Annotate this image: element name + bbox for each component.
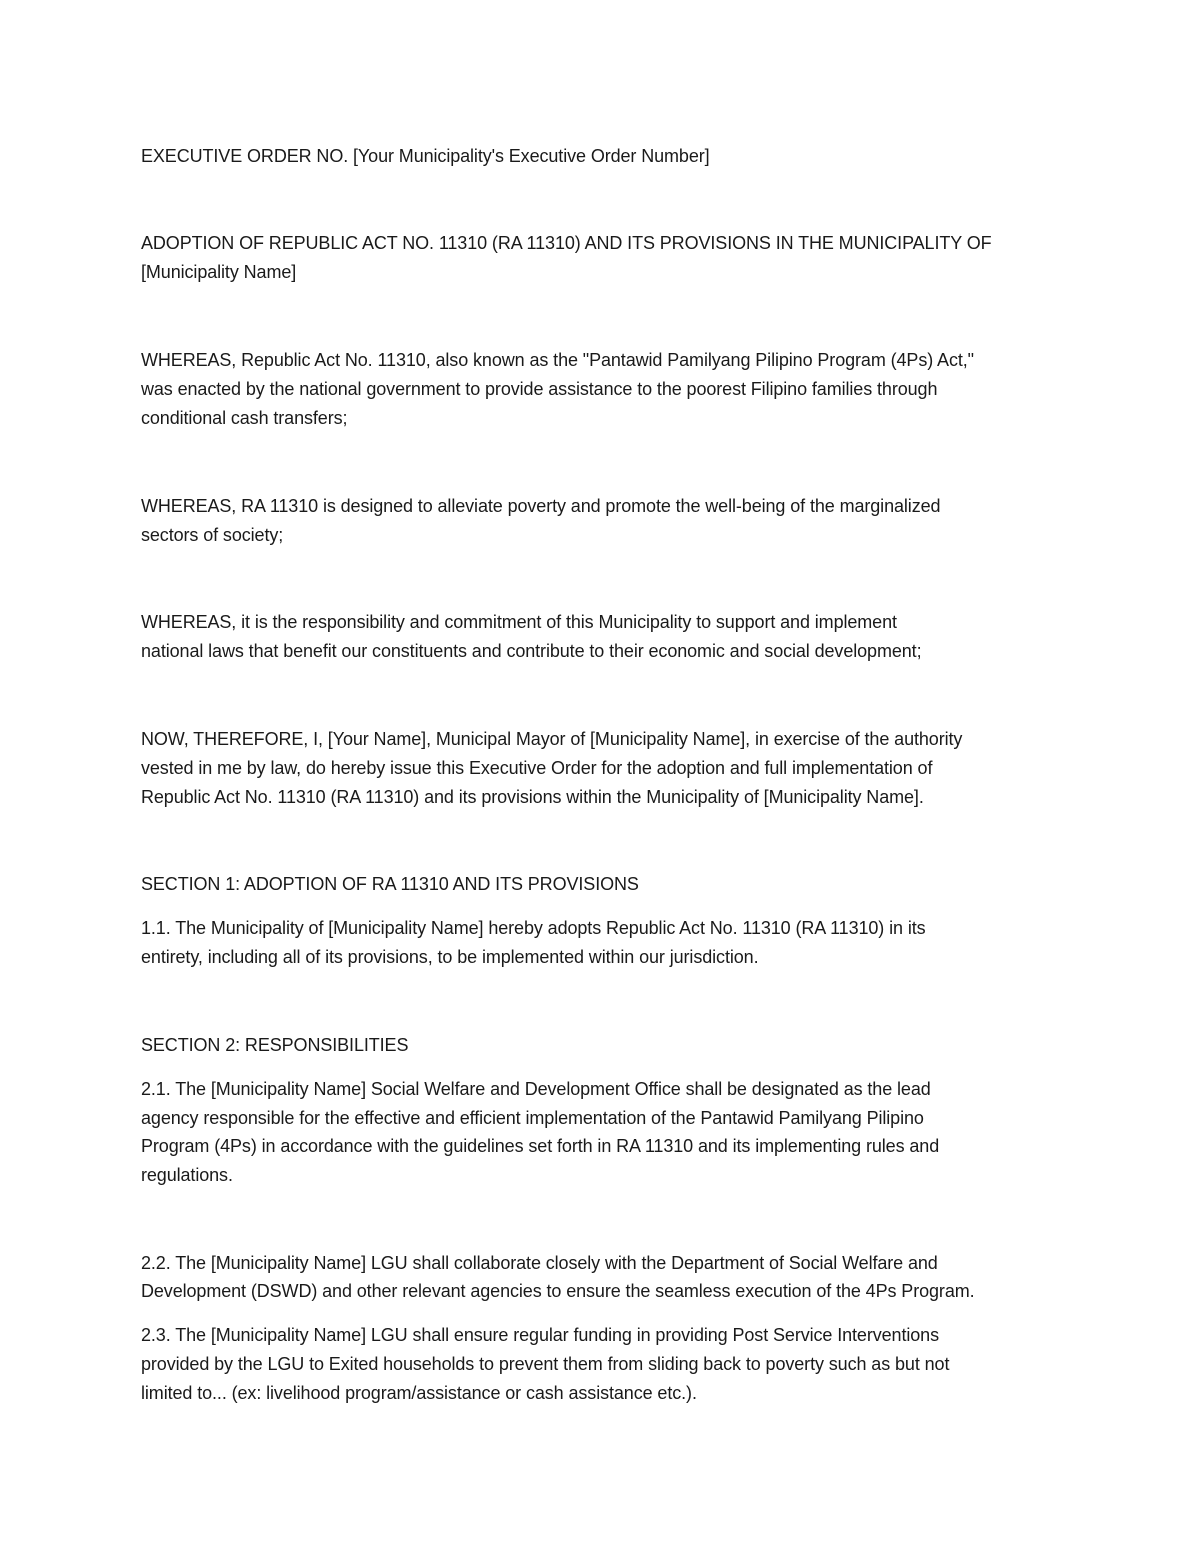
- whereas-clause-2-line: sectors of society;: [141, 525, 284, 545]
- section-1-heading: SECTION 1: ADOPTION OF RA 11310 AND ITS PROVISIONS: [141, 874, 639, 894]
- section-2-item-2-1-line: Program (4Ps) in accordance with the guidelines set forth in RA 11310 and its implementing rules and: [141, 1136, 940, 1156]
- section-1-item-1-1-line: 1.1. The Municipality of [Municipality Name] hereby adopts Republic Act No. 11310 (RA 11310) in its: [141, 918, 926, 938]
- section-1-item-1-1-line: entirety, including all of its provisions, to be implemented within our jurisdiction.: [141, 947, 759, 967]
- whereas-clause-1-line: conditional cash transfers;: [141, 408, 348, 428]
- now-therefore-line: vested in me by law, do hereby issue this Executive Order for the adoption and full implementation of: [141, 758, 933, 778]
- whereas-clause-1-line: was enacted by the national government to provide assistance to the poorest Filipino families through: [141, 379, 938, 399]
- whereas-clause-3-line: WHEREAS, it is the responsibility and commitment of this Municipality to support and implement: [141, 612, 897, 632]
- section-2-item-2-3-line: limited to... (ex: livelihood program/assistance or cash assistance etc.).: [141, 1383, 697, 1403]
- section-2-item-2-3-line: 2.3. The [Municipality Name] LGU shall ensure regular funding in providing Post Service Interventions: [141, 1325, 939, 1345]
- section-2-item-2-2-line: Development (DSWD) and other relevant agencies to ensure the seamless execution of the 4Ps Program.: [141, 1281, 975, 1301]
- executive-order-number: EXECUTIVE ORDER NO. [Your Municipality's Executive Order Number]: [141, 146, 710, 166]
- section-2-item-2-1-line: agency responsible for the effective and efficient implementation of the Pantawid Pamilyang Pilipino: [141, 1108, 924, 1128]
- order-title-line: ADOPTION OF REPUBLIC ACT NO. 11310 (RA 11310) AND ITS PROVISIONS IN THE MUNICIPALITY OF: [141, 233, 992, 253]
- whereas-clause-3-line: national laws that benefit our constituents and contribute to their economic and social development;: [141, 641, 922, 661]
- now-therefore-line: NOW, THEREFORE, I, [Your Name], Municipal Mayor of [Municipality Name], in exercise of the authority: [141, 729, 963, 749]
- whereas-clause-1-line: WHEREAS, Republic Act No. 11310, also known as the "Pantawid Pamilyang Pilipino Program (4Ps) Act,": [141, 350, 974, 370]
- order-title-line: [Municipality Name]: [141, 262, 297, 282]
- whereas-clause-2-line: WHEREAS, RA 11310 is designed to alleviate poverty and promote the well-being of the marginalized: [141, 496, 941, 516]
- now-therefore-line: Republic Act No. 11310 (RA 11310) and its provisions within the Municipality of [Municipality Name].: [141, 787, 924, 807]
- section-2-item-2-2-line: 2.2. The [Municipality Name] LGU shall collaborate closely with the Department of Social Welfare and: [141, 1253, 938, 1273]
- section-2-heading: SECTION 2: RESPONSIBILITIES: [141, 1035, 409, 1055]
- section-2-item-2-1-line: 2.1. The [Municipality Name] Social Welfare and Development Office shall be designated as the lead: [141, 1079, 931, 1099]
- section-2-item-2-1-line: regulations.: [141, 1165, 233, 1185]
- section-2-item-2-3-line: provided by the LGU to Exited households to prevent them from sliding back to poverty such as but not: [141, 1354, 950, 1374]
